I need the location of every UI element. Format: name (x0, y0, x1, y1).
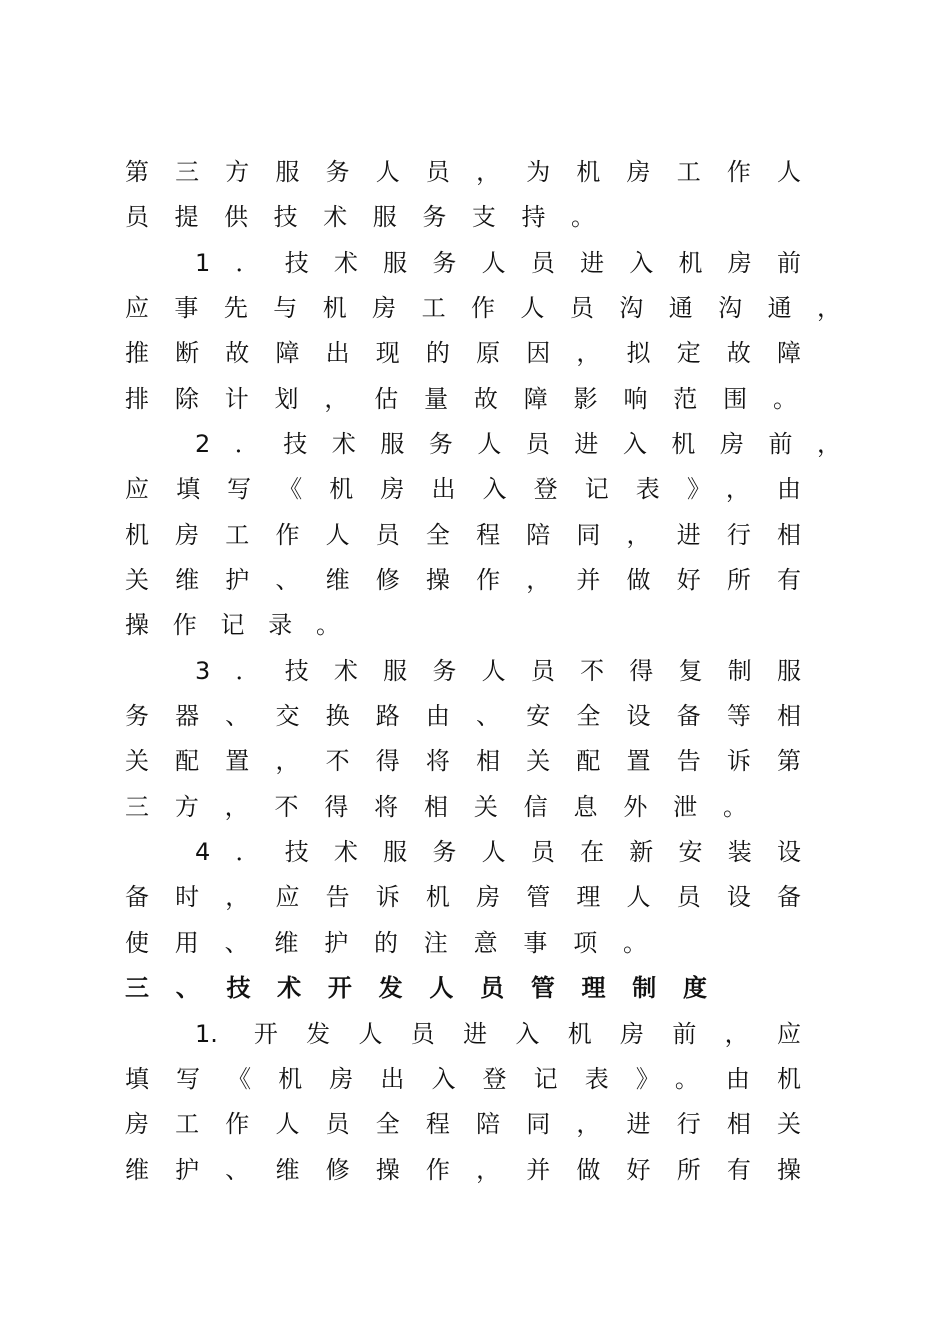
text-line: 2．技术服务人员进入机房前， (195, 430, 841, 458)
text-line: 备时，应告诉机房管理人员设备 (125, 883, 801, 911)
text-line: 1．技术服务人员进入机房前 (195, 249, 801, 277)
text-line: 三方，不得将相关信息外泄。 (125, 793, 747, 821)
text-line: 维护、维修操作，并做好所有操 (125, 1156, 801, 1184)
text-line: 务器、交换路由、安全设备等相 (125, 702, 801, 730)
text-line: 推断故障出现的原因，拟定故障 (125, 339, 801, 367)
text-line: 员提供技术服务支持。 (125, 203, 595, 231)
text-line: 填写《机房出入登记表》。由机 (125, 1065, 801, 1093)
text-line: 1. 开发人员进入机房前，应 (195, 1020, 801, 1048)
text-line: 机房工作人员全程陪同，进行相 (125, 521, 801, 549)
text-line: 应填写《机房出入登记表》，由 (125, 475, 801, 503)
text-line: 使用、维护的注意事项。 (125, 929, 647, 957)
text-line: 关维护、维修操作，并做好所有 (125, 566, 801, 594)
text-line: 排除计划，估量故障影响范围。 (125, 385, 797, 413)
text-line: 3．技术服务人员不得复制服 (195, 657, 801, 685)
text-line: 4．技术服务人员在新安装设 (195, 838, 801, 866)
text-line: 应事先与机房工作人员沟通沟通， (125, 294, 841, 322)
text-line: 关配置，不得将相关配置告诉第 (125, 747, 801, 775)
text-line: 操作记录。 (125, 611, 340, 639)
section-heading: 三、技术开发人员管理制度 (125, 974, 707, 1002)
text-line: 房工作人员全程陪同，进行相关 (125, 1110, 801, 1138)
text-line: 第三方服务人员，为机房工作人 (125, 158, 801, 186)
